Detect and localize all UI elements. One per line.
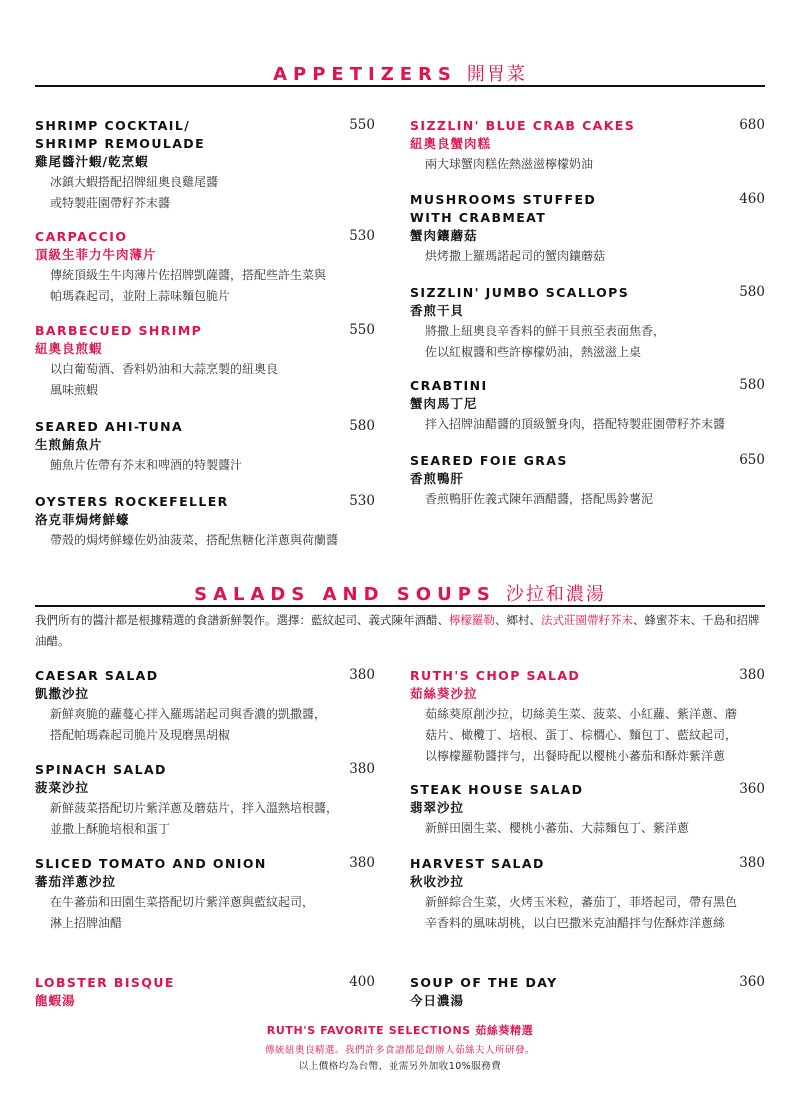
dressing-highlight-lemon-basil: 檸檬羅勒 [449,613,495,627]
item-name-en: MUSHROOMS STUFFED [410,192,597,207]
item-name-zh: 今日濃湯 [410,993,465,1008]
menu-item-soup-of-the-day [410,974,765,1010]
item-price: 380 [349,761,375,777]
salads-heading [0,580,800,606]
menu-item-crabtini [410,377,765,435]
appetizers-title-en: APPETIZERS [273,64,457,85]
item-name-zh: 翡翠沙拉 [410,800,465,815]
item-name-zh: 蟹肉馬丁尼 [410,396,478,411]
item-name-en: RUTH'S CHOP SALAD [410,668,581,683]
item-name-zh: 洛克菲焗烤鮮蠔 [35,512,130,527]
item-name-en: CAESAR SALAD [35,668,159,683]
item-name-en: SEARED AHI-TUNA [35,419,184,434]
item-price: 580 [739,377,765,393]
salads-divider [35,605,765,607]
menu-item-barbecued-shrimp [35,322,375,401]
item-description: 帶殼的焗烤鮮蠔佐奶油菠菜，搭配焦糖化洋蔥與荷蘭醬 [50,533,339,547]
dressing-intro: 我們所有的醬汁都是根據精選的食譜新鮮製作。選擇：藍紋起司、義式陳年酒醋、檸檬羅勒、鄉村、法式莊園帶籽芥末、蜂蜜芥末、千島和招牌油醋。 [35,613,760,648]
item-price: 380 [739,667,765,683]
item-name-zh: 蟹肉鑲蘑菇 [410,228,478,243]
menu-item-blue-crab-cakes [410,117,765,175]
item-name-en: CARPACCIO [35,229,128,244]
menu-item-jumbo-scallops [410,284,765,363]
menu-item-oysters-rockefeller [35,493,375,551]
menu-item-steak-house-salad [410,781,765,839]
item-price: 380 [349,667,375,683]
item-price: 650 [739,452,765,468]
item-price: 380 [739,855,765,871]
item-description: 新鮮田園生菜、櫻桃小蕃茄、大蒜麵包丁、紫洋蔥 [425,821,690,835]
menu-item-lobster-bisque [35,974,375,1010]
menu-item-caesar-salad [35,667,375,746]
item-name-en: SHRIMP COCKTAIL/ [35,118,191,133]
item-description: 新鮮菠菜搭配切片紫洋蔥及蘑菇片，拌入溫熱培根醬， 並撒上酥脆培根和蛋丁 [50,801,339,836]
item-description: 在牛蕃茄和田園生菜搭配切片紫洋蔥與藍紋起司， 淋上招牌油醋 [50,895,315,930]
item-name-en: SOUP OF THE DAY [410,975,558,990]
item-name-zh: 紐奧良蟹肉糕 [410,136,492,151]
salads-title-zh: 沙拉和濃湯 [505,584,606,605]
item-name-en: HARVEST SALAD [410,856,545,871]
menu-item-shrimp-cocktail [35,117,375,214]
item-price: 550 [349,117,375,133]
item-name-zh: 頂級生菲力牛肉薄片 [35,247,157,262]
item-price: 360 [739,781,765,797]
item-name-zh: 香煎鴨肝 [410,471,465,486]
footer-price-note: 以上價格均為台幣，並需另外加收10%服務費 [298,1061,502,1072]
menu-item-ruths-chop-salad [410,667,765,767]
appetizers-heading [0,60,800,86]
menu-item-harvest-salad [410,855,765,934]
footer-note: 傳統紐奧良精選。我們許多食譜都是創辦人茹絲夫人所研發。 [264,1045,535,1056]
item-name-en: BARBECUED SHRIMP [35,323,203,338]
item-name-en: SPINACH SALAD [35,762,167,777]
appetizers-title-zh: 開胃菜 [466,64,527,85]
item-name-en: SIZZLIN' BLUE CRAB CAKES [410,118,636,133]
item-name-en-line2: WITH CRABMEAT [410,210,547,225]
item-name-zh: 生煎鮪魚片 [35,437,103,452]
item-name-zh: 秋收沙拉 [410,874,465,889]
item-description: 冰鎮大蝦搭配招牌紐奧良雞尾醬 或特製莊園帶籽芥末醬 [50,175,219,210]
item-name-en-line2: SHRIMP REMOULADE [35,136,206,151]
menu-item-sliced-tomato-onion [35,855,375,934]
item-description: 鮪魚片佐帶有芥末和啤酒的特製醬汁 [50,458,243,472]
menu-item-seared-foie-gras [410,452,765,510]
item-price: 400 [349,974,375,990]
footer-title: RUTH'S FAVORITE SELECTIONS 茹絲葵精選 [266,1024,534,1037]
item-description: 烘烤撒上羅瑪諾起司的蟹肉鑲蘑菇 [425,249,606,263]
item-name-zh: 香煎干貝 [410,303,465,318]
menu-item-seared-ahi-tuna [35,418,375,476]
item-name-zh: 雞尾醬汁蝦/乾烹蝦 [35,154,149,169]
item-price: 530 [349,228,375,244]
footer [0,1022,800,1072]
menu-item-spinach-salad [35,761,375,840]
item-price: 680 [739,117,765,133]
item-description: 兩大球蟹肉糕佐熱滋滋檸檬奶油 [425,157,594,171]
item-name-en: OYSTERS ROCKEFELLER [35,494,229,509]
item-name-zh: 凱撒沙拉 [35,686,90,701]
item-price: 550 [349,322,375,338]
salads-title-en: SALADS AND SOUPS [194,584,496,605]
item-price: 580 [739,284,765,300]
item-name-zh: 紐奧良煎蝦 [35,341,103,356]
item-name-en: STEAK HOUSE SALAD [410,782,584,797]
item-name-zh: 龍蝦湯 [35,993,76,1008]
item-description: 將撒上紐奧良辛香料的鮮干貝煎至表面焦香， 佐以紅椒醬和些許檸檬奶油，熱滋滋上桌 [425,324,666,359]
item-name-en: SIZZLIN' JUMBO SCALLOPS [410,285,630,300]
item-price: 380 [349,855,375,871]
item-name-en: SLICED TOMATO AND ONION [35,856,267,871]
item-description: 傳統頂級生牛肉薄片佐招牌凱薩醬，搭配些許生菜與 帕瑪森起司，並附上蒜味麵包脆片 [50,268,327,303]
menu-item-carpaccio [35,228,375,307]
item-name-zh: 蕃茄洋蔥沙拉 [35,874,117,889]
appetizers-divider [35,85,765,87]
item-price: 460 [739,191,765,207]
menu-item-mushrooms-stuffed [410,191,765,267]
item-description: 以白葡萄酒、香料奶油和大蒜烹製的紐奧良 風味煎蝦 [50,362,279,397]
item-price: 580 [349,418,375,434]
item-name-zh: 茹絲葵沙拉 [410,686,478,701]
item-description: 香煎鴨肝佐義式陳年酒醋醬，搭配馬鈴薯泥 [425,492,654,506]
dressing-highlight-mustard: 法式莊園帶籽芥末 [541,613,633,627]
item-price: 360 [739,974,765,990]
item-name-zh: 菠菜沙拉 [35,780,90,795]
item-description: 拌入招牌油醋醬的頂級蟹身肉，搭配特製莊園帶籽芥末醬 [425,417,726,431]
item-description: 茹絲葵原創沙拉，切絲美生菜、菠菜、小紅蘿、紫洋蔥、蘑 菇片、橄欖丁、培根、蛋丁、棕櫚心、麵包丁、藍紋起司， 以檸檬羅勒醬拌勻，出餐時配以櫻桃小蕃茄和酥炸紫洋蔥 [425,707,738,763]
item-name-en: SEARED FOIE GRAS [410,453,568,468]
item-name-en: CRABTINI [410,378,488,393]
item-description: 新鮮爽脆的蘿蔓心拌入羅瑪諾起司與香濃的凱撒醬， 搭配帕瑪森起司脆片及現磨黑胡椒 [50,707,327,742]
item-price: 530 [349,493,375,509]
item-name-en: LOBSTER BISQUE [35,975,175,990]
item-description: 新鮮綜合生菜，火烤玉米粒，蕃茄丁，菲塔起司，帶有黑色 辛香料的風味胡桃，以白巴撒米克油醋拌勻佐酥炸洋蔥絲 [425,895,738,930]
